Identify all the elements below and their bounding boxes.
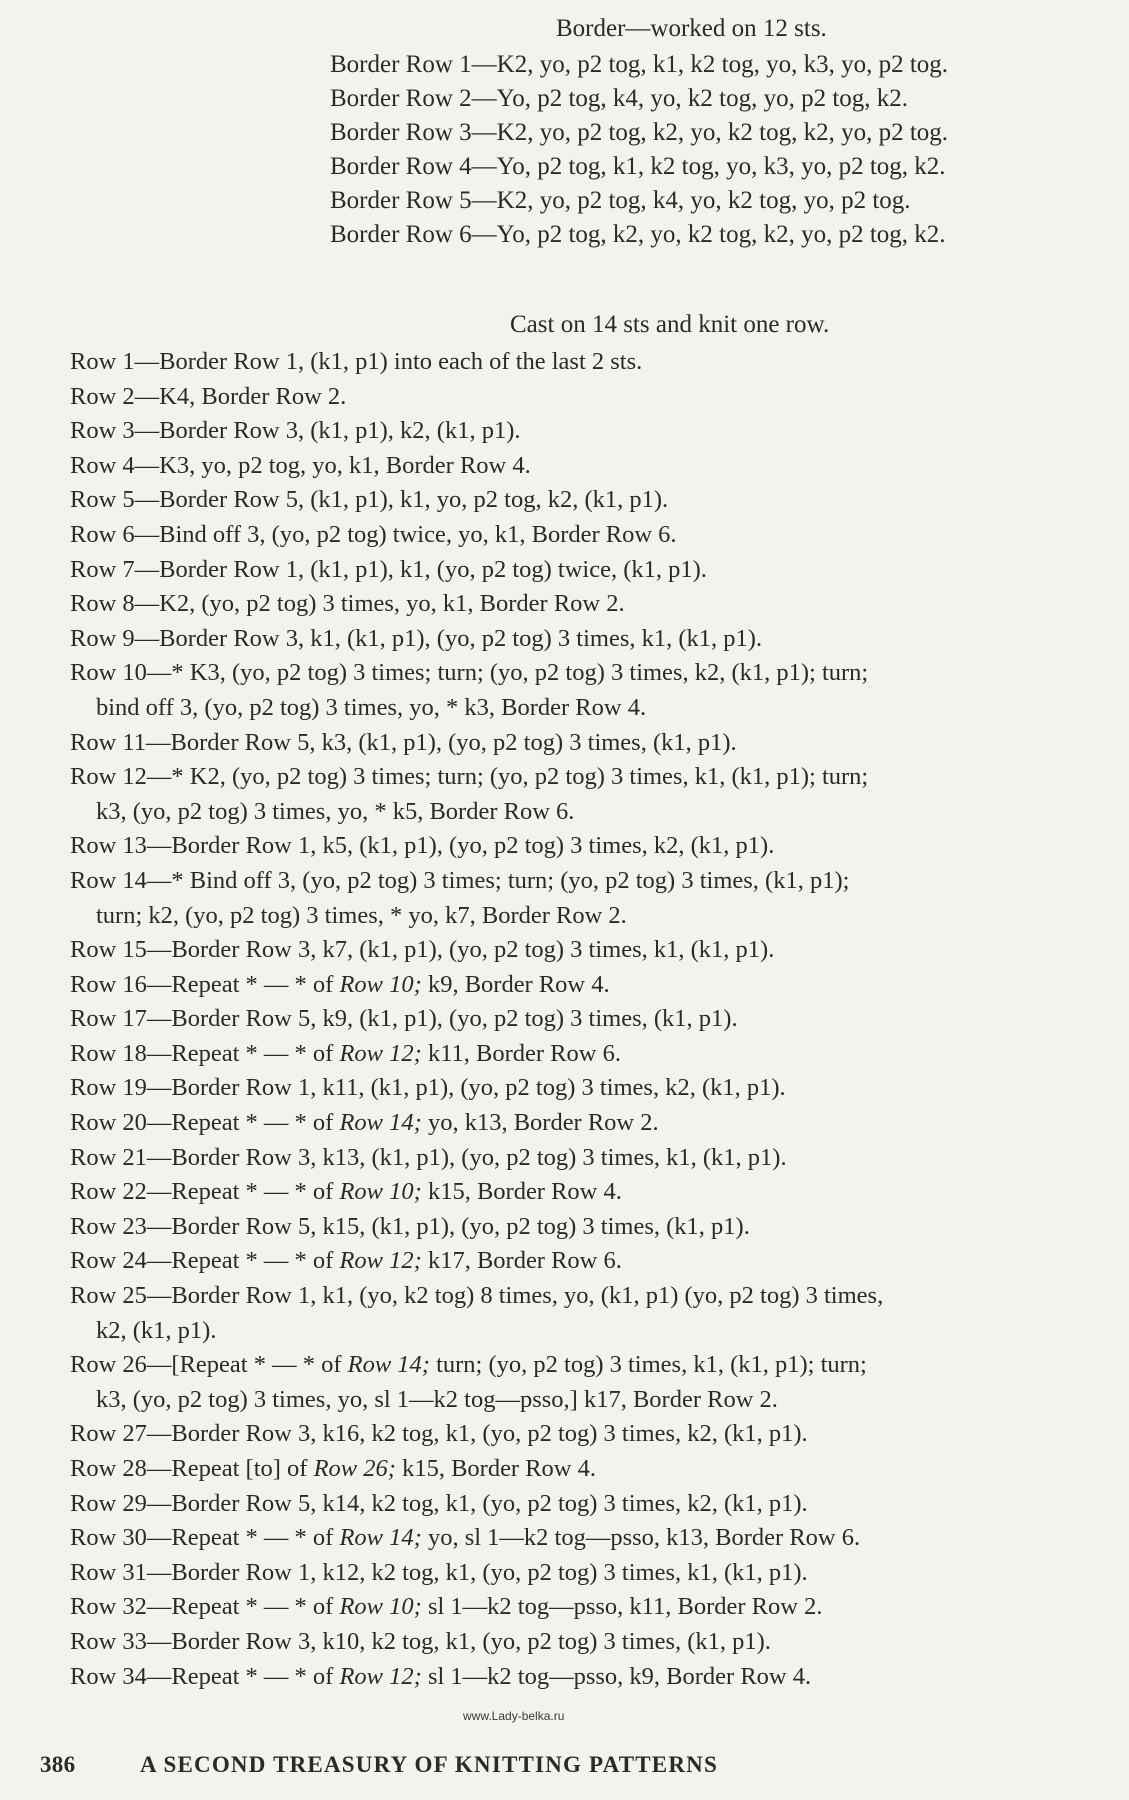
row-instruction-line: Row 14—* Bind off 3, (yo, p2 tog) 3 times; turn; (yo, p2 tog) 3 times, (k1, p1); [70, 866, 850, 894]
row-reference: Row 12; [339, 1247, 422, 1275]
border-heading: Border—worked on 12 sts. [556, 15, 827, 42]
row-instruction-line: Row 33—Border Row 3, k10, k2 tog, k1, (yo, p2 tog) 3 times, (k1, p1). [70, 1627, 771, 1655]
row-instruction-line: Row 21—Border Row 3, k13, (k1, p1), (yo, p2 tog) 3 times, k1, (k1, p1). [70, 1143, 787, 1171]
row-instruction-line: Row 29—Border Row 5, k14, k2 tog, k1, (yo, p2 tog) 3 times, k2, (k1, p1). [70, 1489, 808, 1517]
row-instruction-line [70, 1660, 1110, 1695]
row-instruction-line [70, 1521, 1110, 1556]
row-text: yo, k13, Border Row 2. [421, 1109, 659, 1137]
row-instruction-line: Row 13—Border Row 1, k5, (k1, p1), (yo, p2 tog) 3 times, k2, (k1, p1). [70, 832, 775, 860]
book-title: A SECOND TREASURY OF KNITTING PATTERNS [140, 1752, 718, 1777]
row-continuation-line: k2, (k1, p1). [96, 1316, 217, 1344]
row-instruction-line: Row 12—* K2, (yo, p2 tog) 3 times; turn; (yo, p2 tog) 3 times, k1, (k1, p1); turn; [70, 763, 869, 791]
row-reference: Row 12; [339, 1039, 422, 1067]
row-instruction-line: Row 9—Border Row 3, k1, (k1, p1), (yo, p2 tog) 3 times, k1, (k1, p1). [70, 624, 763, 652]
row-instruction-line [70, 1037, 1110, 1072]
row-text: Row 30—Repeat * — * of [70, 1524, 340, 1552]
row-text: Row 22—Repeat * — * of [70, 1178, 340, 1206]
row-text: k15, Border Row 4. [395, 1455, 597, 1482]
row-instruction-line: Row 7—Border Row 1, (k1, p1), k1, (yo, p2 tog) twice, (k1, p1). [70, 555, 707, 583]
border-row-line: Border Row 4—Yo, p2 tog, k1, k2 tog, yo, k3, yo, p2 tog, k2. [330, 153, 946, 180]
row-reference: Row 14; [339, 1109, 422, 1137]
row-reference: Row 10; [339, 970, 422, 998]
row-instruction-line: Row 8—K2, (yo, p2 tog) 3 times, yo, k1, Border Row 2. [70, 590, 625, 618]
row-instruction-line: Row 17—Border Row 5, k9, (k1, p1), (yo, p2 tog) 3 times, (k1, p1). [70, 1005, 738, 1033]
row-text: Row 26—[Repeat * — * of [70, 1351, 348, 1379]
cast-on-instruction: Cast on 14 sts and knit one row. [510, 311, 830, 338]
row-instruction-line: Row 4—K3, yo, p2 tog, yo, k1, Border Row 4. [70, 451, 531, 479]
row-instruction-line: Row 1—Border Row 1, (k1, p1) into each of the last 2 sts. [70, 348, 643, 375]
row-text: k11, Border Row 6. [421, 1039, 621, 1067]
border-row-line: Border Row 3—K2, yo, p2 tog, k2, yo, k2 tog, k2, yo, p2 tog. [330, 119, 949, 146]
row-instruction-line: Row 25—Border Row 1, k1, (yo, k2 tog) 8 times, yo, (k1, p1) (yo, p2 tog) 3 times, [70, 1282, 884, 1310]
row-text: k17, Border Row 6. [421, 1247, 622, 1275]
row-instruction-line: Row 23—Border Row 5, k15, (k1, p1), (yo, p2 tog) 3 times, (k1, p1). [70, 1212, 750, 1240]
border-row-line: Border Row 1—K2, yo, p2 tog, k1, k2 tog, yo, k3, yo, p2 tog. [330, 51, 949, 78]
row-instruction-line [70, 1452, 1110, 1487]
border-rows-list [330, 48, 1110, 252]
row-instruction-line [70, 1590, 1110, 1625]
row-text: sl 1—k2 tog—psso, k11, Border Row 2. [421, 1593, 823, 1621]
row-instruction-line [70, 1106, 1110, 1141]
row-reference: Row 14; [347, 1351, 430, 1379]
row-instruction-line: Row 3—Border Row 3, (k1, p1), k2, (k1, p1). [70, 417, 521, 445]
row-text: Row 18—Repeat * — * of [70, 1039, 340, 1067]
row-instruction-line: Row 10—* K3, (yo, p2 tog) 3 times; turn; (yo, p2 tog) 3 times, k2, (k1, p1); turn; [70, 659, 869, 687]
row-text: Row 20—Repeat * — * of [70, 1109, 340, 1137]
pattern-rows-list [70, 345, 1110, 1694]
row-text: Row 28—Repeat [to] of [70, 1455, 314, 1482]
row-text: Row 32—Repeat * — * of [70, 1593, 340, 1621]
row-text: Row 16—Repeat * — * of [70, 970, 340, 998]
row-instruction-line [70, 1348, 1110, 1383]
row-instruction-line: Row 6—Bind off 3, (yo, p2 tog) twice, yo, k1, Border Row 6. [70, 520, 677, 548]
row-reference: Row 10; [339, 1593, 422, 1621]
row-text: k15, Border Row 4. [421, 1178, 622, 1206]
row-instruction-line: Row 11—Border Row 5, k3, (k1, p1), (yo, p2 tog) 3 times, (k1, p1). [70, 728, 737, 756]
row-text: turn; (yo, p2 tog) 3 times, k1, (k1, p1); turn; [429, 1351, 867, 1379]
row-instruction-line: Row 5—Border Row 5, (k1, p1), k1, yo, p2 tog, k2, (k1, p1). [70, 486, 669, 514]
row-instruction-line [70, 1244, 1110, 1279]
row-instruction-line: Row 27—Border Row 3, k16, k2 tog, k1, (yo, p2 tog) 3 times, k2, (k1, p1). [70, 1420, 808, 1448]
row-continuation-line: k3, (yo, p2 tog) 3 times, yo, * k5, Border Row 6. [96, 797, 575, 825]
row-text: sl 1—k2 tog—psso, k9, Border Row 4. [421, 1662, 812, 1690]
row-instruction-line [70, 968, 1110, 1003]
row-text: k9, Border Row 4. [421, 970, 610, 998]
border-row-line: Border Row 5—K2, yo, p2 tog, k4, yo, k2 tog, yo, p2 tog. [330, 187, 911, 214]
row-instruction-line: Row 2—K4, Border Row 2. [70, 382, 347, 410]
row-instruction-line: Row 19—Border Row 1, k11, (k1, p1), (yo, p2 tog) 3 times, k2, (k1, p1). [70, 1074, 786, 1102]
border-row-line: Border Row 6—Yo, p2 tog, k2, yo, k2 tog, k2, yo, p2 tog, k2. [330, 221, 946, 248]
row-reference: Row 14; [339, 1524, 422, 1552]
row-text: Row 24—Repeat * — * of [70, 1247, 340, 1275]
row-reference: Row 10; [339, 1178, 422, 1206]
row-continuation-line: bind off 3, (yo, p2 tog) 3 times, yo, * k3, Border Row 4. [96, 693, 647, 721]
page-footer [40, 1752, 718, 1778]
row-text: yo, sl 1—k2 tog—psso, k13, Border Row 6. [421, 1524, 861, 1552]
page-number: 386 [40, 1752, 76, 1777]
row-instruction-line: Row 31—Border Row 1, k12, k2 tog, k1, (yo, p2 tog) 3 times, k1, (k1, p1). [70, 1558, 808, 1586]
row-continuation-line: turn; k2, (yo, p2 tog) 3 times, * yo, k7, Border Row 2. [96, 901, 627, 929]
watermark-text: www.Lady-belka.ru [463, 1709, 565, 1723]
row-text: Row 34—Repeat * — * of [70, 1662, 340, 1690]
row-reference: Row 12; [339, 1662, 422, 1690]
border-row-line: Border Row 2—Yo, p2 tog, k4, yo, k2 tog, yo, p2 tog, k2. [330, 85, 909, 112]
row-instruction-line: Row 15—Border Row 3, k7, (k1, p1), (yo, p2 tog) 3 times, k1, (k1, p1). [70, 936, 775, 964]
row-reference: Row 26; [313, 1455, 396, 1482]
row-continuation-line: k3, (yo, p2 tog) 3 times, yo, sl 1—k2 tog—psso,] k17, Border Row 2. [96, 1385, 778, 1413]
row-instruction-line [70, 1175, 1110, 1210]
